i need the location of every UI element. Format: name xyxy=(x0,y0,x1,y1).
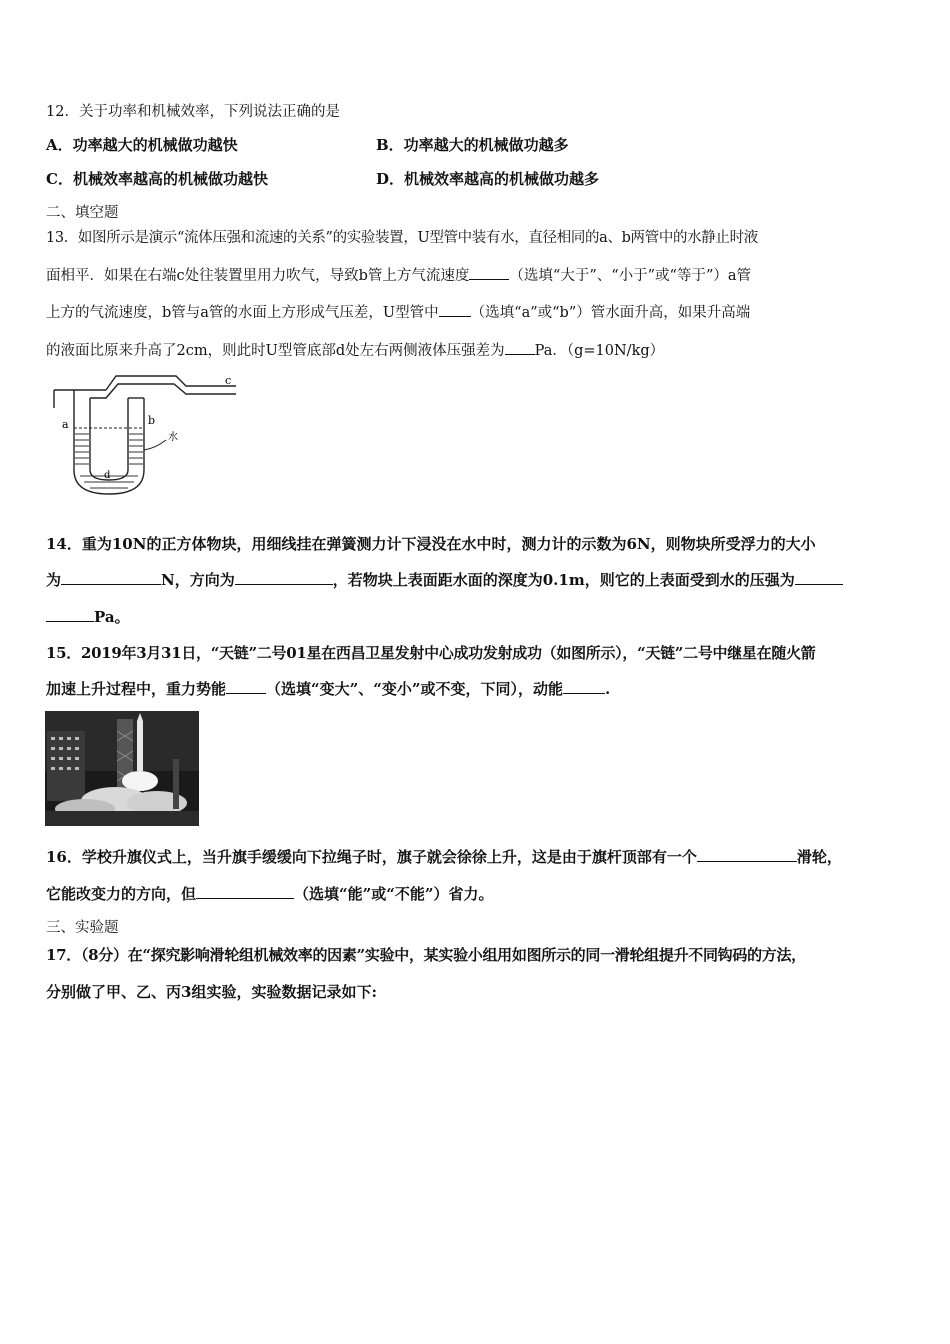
q15-text: . xyxy=(605,680,611,698)
q13-line-4 xyxy=(46,339,664,362)
label-d: d xyxy=(104,470,111,481)
q12-option-a: A．功率越大的机械做功越快 xyxy=(46,136,238,154)
q15-blank-1 xyxy=(226,678,266,694)
q14-blank-2 xyxy=(235,569,333,585)
q13-line-2 xyxy=(46,264,751,287)
q14-line-1: 14．重为10N的正方体物块，用细线挂在弹簧测力计下浸没在水中时，测力计的示数为6N，则物块所受浮力的大小 xyxy=(46,535,816,553)
q13-text: （选填“大于”、“小于”或“等于”）a管 xyxy=(509,268,752,284)
q14-blank-3-cont xyxy=(46,606,94,622)
q14-text: N，方向为 xyxy=(161,571,235,589)
q14-text: Pa。 xyxy=(94,608,130,626)
q12-option-c: C．机械效率越高的机械做功越快 xyxy=(46,170,268,188)
q13-text: Pa．（g=10N/kg） xyxy=(534,343,665,359)
q13-text: 面相平．如果在右端c处往装置里用力吹气，导致b管上方气流速度 xyxy=(46,268,470,284)
u-tube-apparatus-figure xyxy=(44,370,244,500)
q16-text: 它能改变力的方向，但 xyxy=(46,885,197,903)
q13-text: 上方的气流速度，b管与a管的水面上方形成气压差，U型管中 xyxy=(46,305,439,321)
q14-text: 为 xyxy=(46,571,62,589)
q15-text: 加速上升过程中，重力势能 xyxy=(46,680,227,698)
q13-blank-3 xyxy=(505,339,535,355)
q14-blank-3 xyxy=(795,569,843,585)
label-b: b xyxy=(148,414,156,427)
q15-line-1: 15．2019年3月31日，“天链”二号01星在西昌卫星发射中心成功发射成功（如图所示），“天链”二号中继星在随火箭 xyxy=(46,644,816,662)
q17-line-2: 分别做了甲、乙、丙3组实验，实验数据记录如下: xyxy=(46,983,377,1001)
q13-line-3 xyxy=(46,301,750,324)
label-water: 水 xyxy=(168,432,178,443)
q13-blank-1 xyxy=(469,264,509,280)
q16-text: 滑轮， xyxy=(796,848,842,866)
q15-text: （选填“变大”、“变小”或不变，下同），动能 xyxy=(266,680,564,698)
q17-line-1: 17．（8分）在“探究影响滑轮组机械效率的因素”实验中，某实验小组用如图所示的同一滑轮组提升不同钩码的方法， xyxy=(46,946,806,964)
q16-blank-1 xyxy=(697,846,797,862)
q13-blank-2 xyxy=(439,301,471,317)
q16-text: （选填“能”或“不能”）省力。 xyxy=(294,885,494,903)
q14-line-3 xyxy=(46,606,130,628)
q16-line-2 xyxy=(46,883,494,905)
q15-line-2 xyxy=(46,678,610,700)
q13-text: 的液面比原来升高了2cm，则此时U型管底部d处左右两侧液体压强差为 xyxy=(46,343,505,359)
q16-line-1 xyxy=(46,846,842,868)
q13-text: （选填“a”或“b”）管水面升高，如果升高端 xyxy=(470,305,751,321)
q14-line-2 xyxy=(46,569,843,591)
q12-option-d: D．机械效率越高的机械做功越多 xyxy=(376,170,600,188)
section-experiment-heading: 三、实验题 xyxy=(46,920,119,936)
q14-text: ，若物块上表面距水面的深度为0.1m，则它的上表面受到水的压强为 xyxy=(332,571,795,589)
q15-blank-2 xyxy=(563,678,605,694)
label-c: c xyxy=(225,374,232,387)
q13-line-1: 13．如图所示是演示“流体压强和流速的关系”的实验装置，U型管中装有水，直径相同的a、b两管中的水静止时液 xyxy=(46,230,758,246)
rocket-launch-photo xyxy=(45,711,199,826)
q14-blank-1 xyxy=(61,569,161,585)
q12-stem: 12．关于功率和机械效率，下列说法正确的是 xyxy=(46,104,340,120)
q16-blank-2 xyxy=(196,883,294,899)
q16-text: 16．学校升旗仪式上，当升旗手缓缓向下拉绳子时，旗子就会徐徐上升，这是由于旗杆顶部有一个 xyxy=(46,848,697,866)
label-a: a xyxy=(62,418,69,431)
q12-option-b: B．功率越大的机械做功越多 xyxy=(376,136,569,154)
section-fill-in-heading: 二、填空题 xyxy=(46,205,119,221)
